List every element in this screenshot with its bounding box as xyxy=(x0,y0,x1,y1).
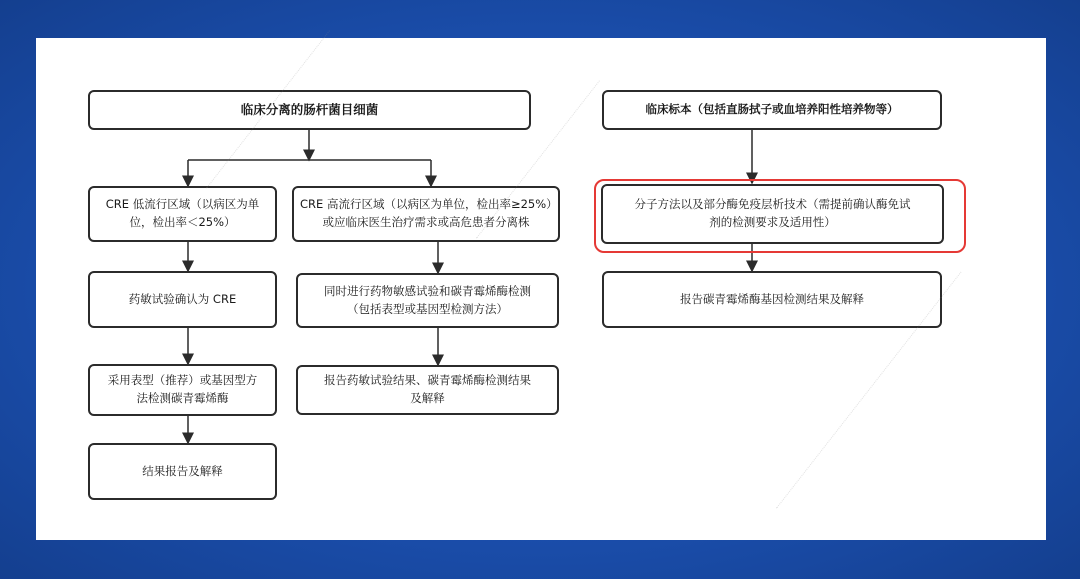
cre-low-prevalence-box xyxy=(88,186,277,242)
parallel-testing-line2: （包括表型或基因型检测方法） xyxy=(347,301,508,316)
detection-method-box xyxy=(88,364,277,416)
confirm-cre-text: 药敏试验确认为 CRE xyxy=(128,291,237,306)
header-text: 临床分离的肠杆菌目细菌 xyxy=(240,102,379,118)
low-prevalence-line1: CRE 低流行区域（以病区为单 xyxy=(105,197,260,212)
molecular-method-box xyxy=(601,184,944,244)
high-prevalence-line2: 或应临床医生治疗需求或高危患者分离株 xyxy=(322,215,530,229)
molecular-method-line2: 剂的检测要求及适用性） xyxy=(709,215,836,229)
combined-report-box xyxy=(296,365,559,415)
detection-method-line1: 采用表型（推荐）或基因型方 xyxy=(107,373,258,388)
parallel-testing-box xyxy=(296,273,559,328)
specimen-header-text: 临床标本（包括直肠拭子或血培养阳性培养物等） xyxy=(645,102,899,117)
high-prevalence-line1: CRE 高流行区域（以病区为单位，检出率≥25%） xyxy=(300,197,558,212)
parallel-testing-line1: 同时进行药物敏感试验和碳青霉烯酶检测 xyxy=(324,283,531,298)
combined-report-line2: 及解释 xyxy=(410,391,445,405)
combined-report-line1: 报告药敏试验结果、碳青霉烯酶检测结果 xyxy=(324,373,531,388)
gene-report-box xyxy=(602,271,942,328)
detection-method-line2: 法检测碳青霉烯酶 xyxy=(136,391,229,405)
cre-high-prevalence-box xyxy=(292,186,560,242)
molecular-method-line1: 分子方法以及部分酶免疫层析技术（需提前确认酶免试 xyxy=(634,197,911,212)
result-report-text: 结果报告及解释 xyxy=(142,463,223,478)
enterobacterales-header xyxy=(88,90,531,130)
gene-report-text: 报告碳青霉烯酶基因检测结果及解释 xyxy=(680,291,864,306)
confirm-cre-box xyxy=(88,271,277,328)
clinical-specimen-header xyxy=(602,90,942,130)
result-report-box xyxy=(88,443,277,500)
low-prevalence-line2: 位，检出率＜25%） xyxy=(129,215,236,229)
diagram-panel xyxy=(36,38,1046,540)
